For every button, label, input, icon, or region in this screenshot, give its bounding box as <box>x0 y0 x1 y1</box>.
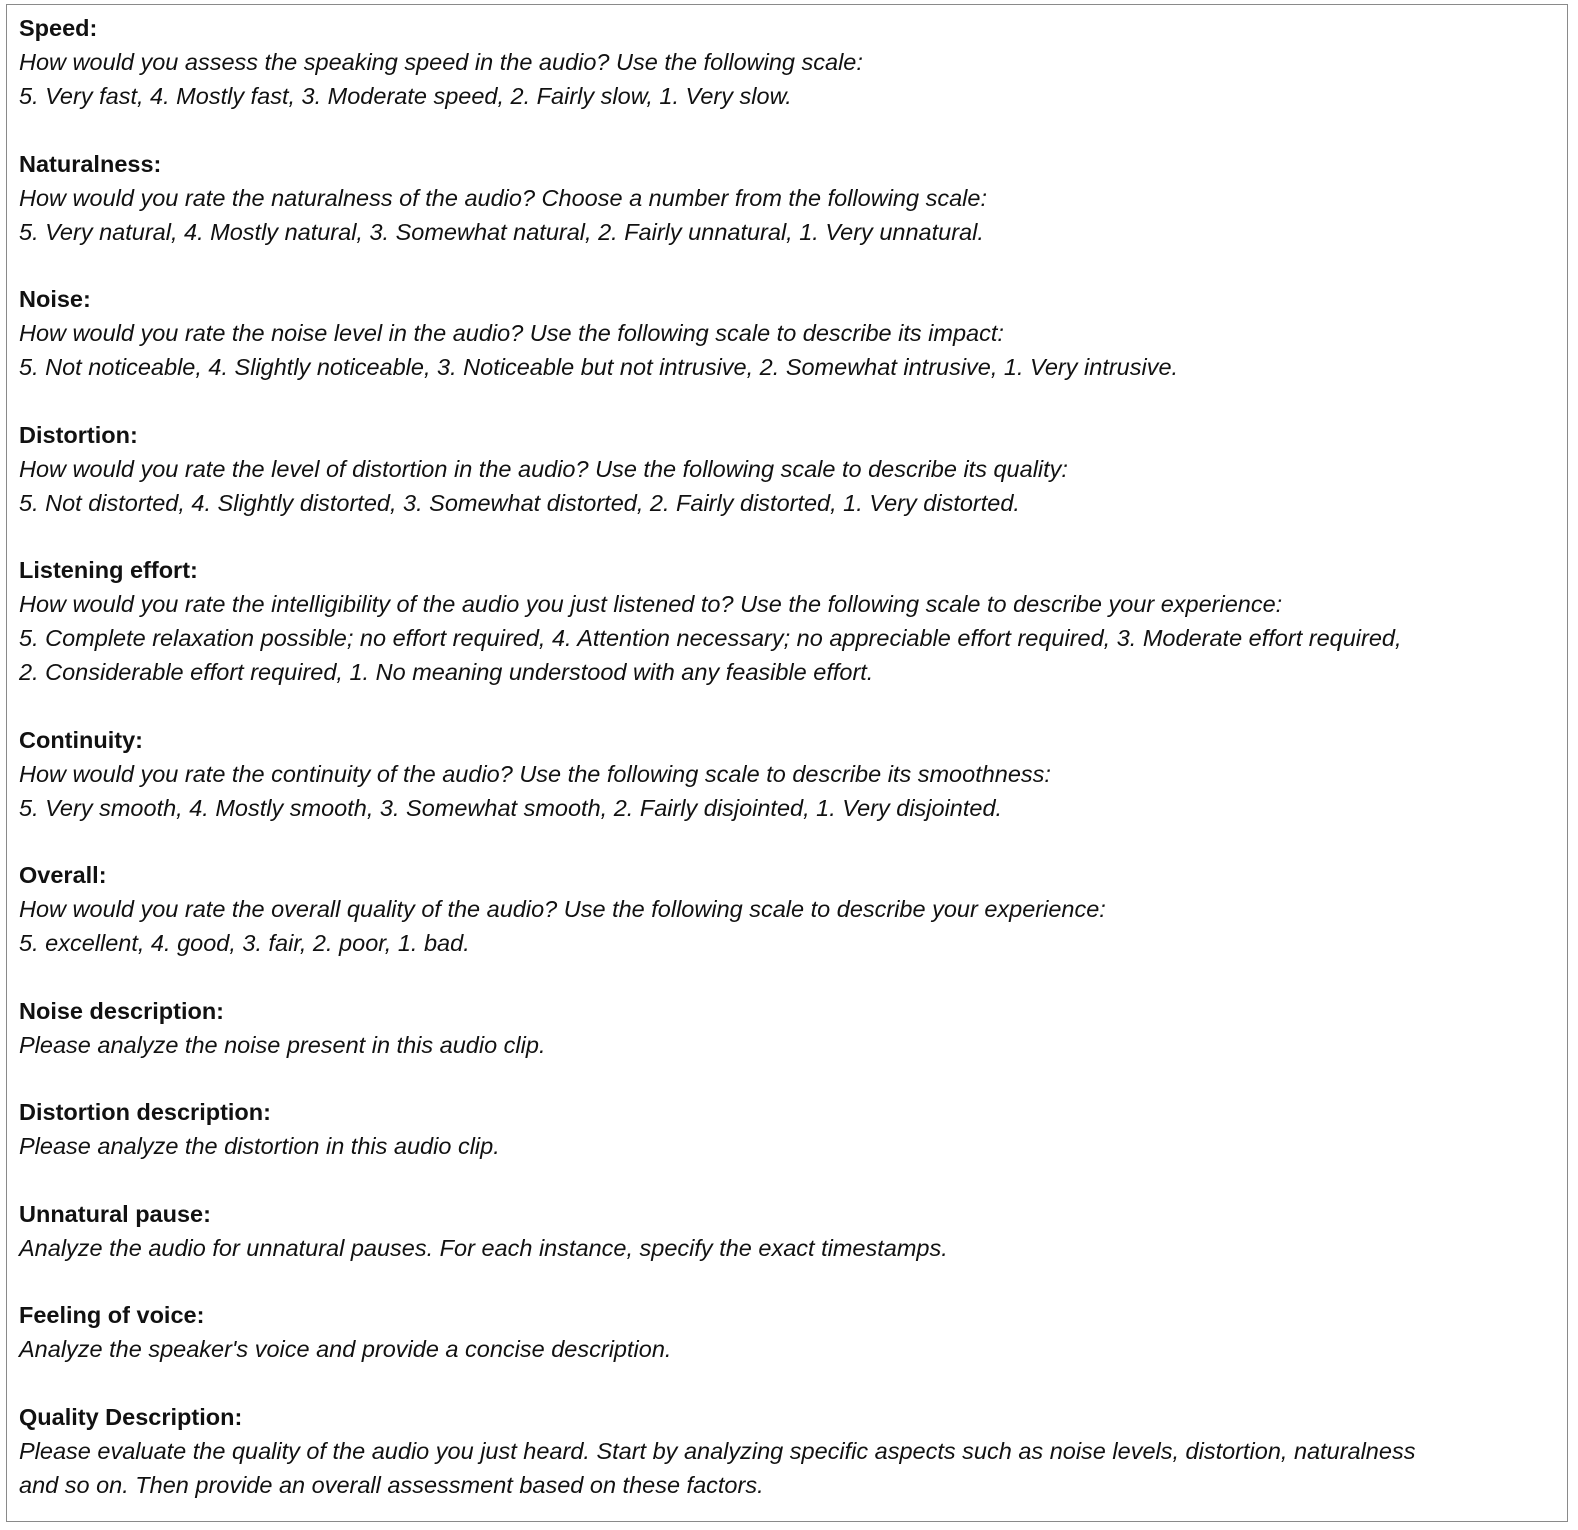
section-distortion-description <box>19 1095 1557 1163</box>
prompt-list <box>19 11 1557 1502</box>
section-question: How would you rate the intelligibility of the audio you just listened to? Use the following scale to describe your experience: <box>19 591 1283 617</box>
section-title: Distortion description: <box>19 1099 271 1125</box>
section-title: Continuity: <box>19 726 143 753</box>
section-scale: 5. Not noticeable, 4. Slightly noticeable, 3. Noticeable but not intrusive, 2. Somewhat intrusive, 1. Very intrusive. <box>19 354 1179 380</box>
section-instruction: Analyze the audio for unnatural pauses. For each instance, specify the exact timestamps. <box>19 1234 948 1261</box>
section-instruction: Please evaluate the quality of the audio you just heard. Start by analyzing specific aspects such as noise levels, distortion, naturalness <box>19 1437 1416 1464</box>
section-title: Noise: <box>19 286 91 312</box>
section-instruction: Please analyze the distortion in this audio clip. <box>19 1133 500 1159</box>
section-instruction: Please analyze the noise present in this audio clip. <box>19 1031 546 1058</box>
section-title: Noise description: <box>19 997 225 1024</box>
section-scale: 5. Complete relaxation possible; no effort required, 4. Attention necessary; no appreciable effort required, 3. Moderate effort required, <box>19 625 1402 651</box>
section-speed <box>19 11 1557 113</box>
section-title: Quality Description: <box>19 1403 243 1430</box>
section-question: How would you rate the overall quality of the audio? Use the following scale to describe your experience: <box>19 896 1106 922</box>
section-scale: 5. Very smooth, 4. Mostly smooth, 3. Somewhat smooth, 2. Fairly disjointed, 1. Very disjointed. <box>19 794 1003 821</box>
section-instruction: Analyze the speaker's voice and provide a concise description. <box>19 1336 672 1362</box>
section-unnatural-pause <box>19 1197 1557 1265</box>
section-overall <box>19 858 1557 960</box>
section-scale: 5. Not distorted, 4. Slightly distorted, 3. Somewhat distorted, 2. Fairly distorted, 1. Very distorted. <box>19 489 1020 516</box>
section-title: Naturalness: <box>19 150 162 177</box>
prompt-panel <box>6 4 1568 1522</box>
section-naturalness <box>19 147 1557 249</box>
section-scale: 5. excellent, 4. good, 3. fair, 2. poor, 1. bad. <box>19 930 470 956</box>
section-question: How would you rate the naturalness of the audio? Choose a number from the following scale: <box>19 184 987 211</box>
section-noise <box>19 282 1557 384</box>
section-title: Distortion: <box>19 421 138 448</box>
section-title: Listening effort: <box>19 557 198 583</box>
section-title: Overall: <box>19 862 107 888</box>
section-title: Unnatural pause: <box>19 1200 211 1227</box>
section-listening-effort <box>19 553 1557 689</box>
section-feeling-of-voice <box>19 1298 1557 1366</box>
section-question: How would you rate the noise level in the audio? Use the following scale to describe its impact: <box>19 320 1004 346</box>
section-question: How would you assess the speaking speed in the audio? Use the following scale: <box>19 49 863 75</box>
section-instruction-continued: and so on. Then provide an overall assessment based on these factors. <box>19 1471 764 1498</box>
section-scale: 5. Very fast, 4. Mostly fast, 3. Moderate speed, 2. Fairly slow, 1. Very slow. <box>19 83 792 109</box>
section-noise-description <box>19 994 1557 1062</box>
section-question: How would you rate the continuity of the audio? Use the following scale to describe its smoothness: <box>19 760 1051 787</box>
section-continuity <box>19 723 1557 825</box>
section-title: Speed: <box>19 15 98 41</box>
section-scale: 5. Very natural, 4. Mostly natural, 3. Somewhat natural, 2. Fairly unnatural, 1. Very unnatural. <box>19 218 984 245</box>
section-distortion <box>19 418 1557 520</box>
section-title: Feeling of voice: <box>19 1302 205 1328</box>
section-quality-description <box>19 1400 1557 1502</box>
section-question: How would you rate the level of distortion in the audio? Use the following scale to describe its quality: <box>19 455 1068 482</box>
section-scale-continued: 2. Considerable effort required, 1. No meaning understood with any feasible effort. <box>19 659 874 685</box>
